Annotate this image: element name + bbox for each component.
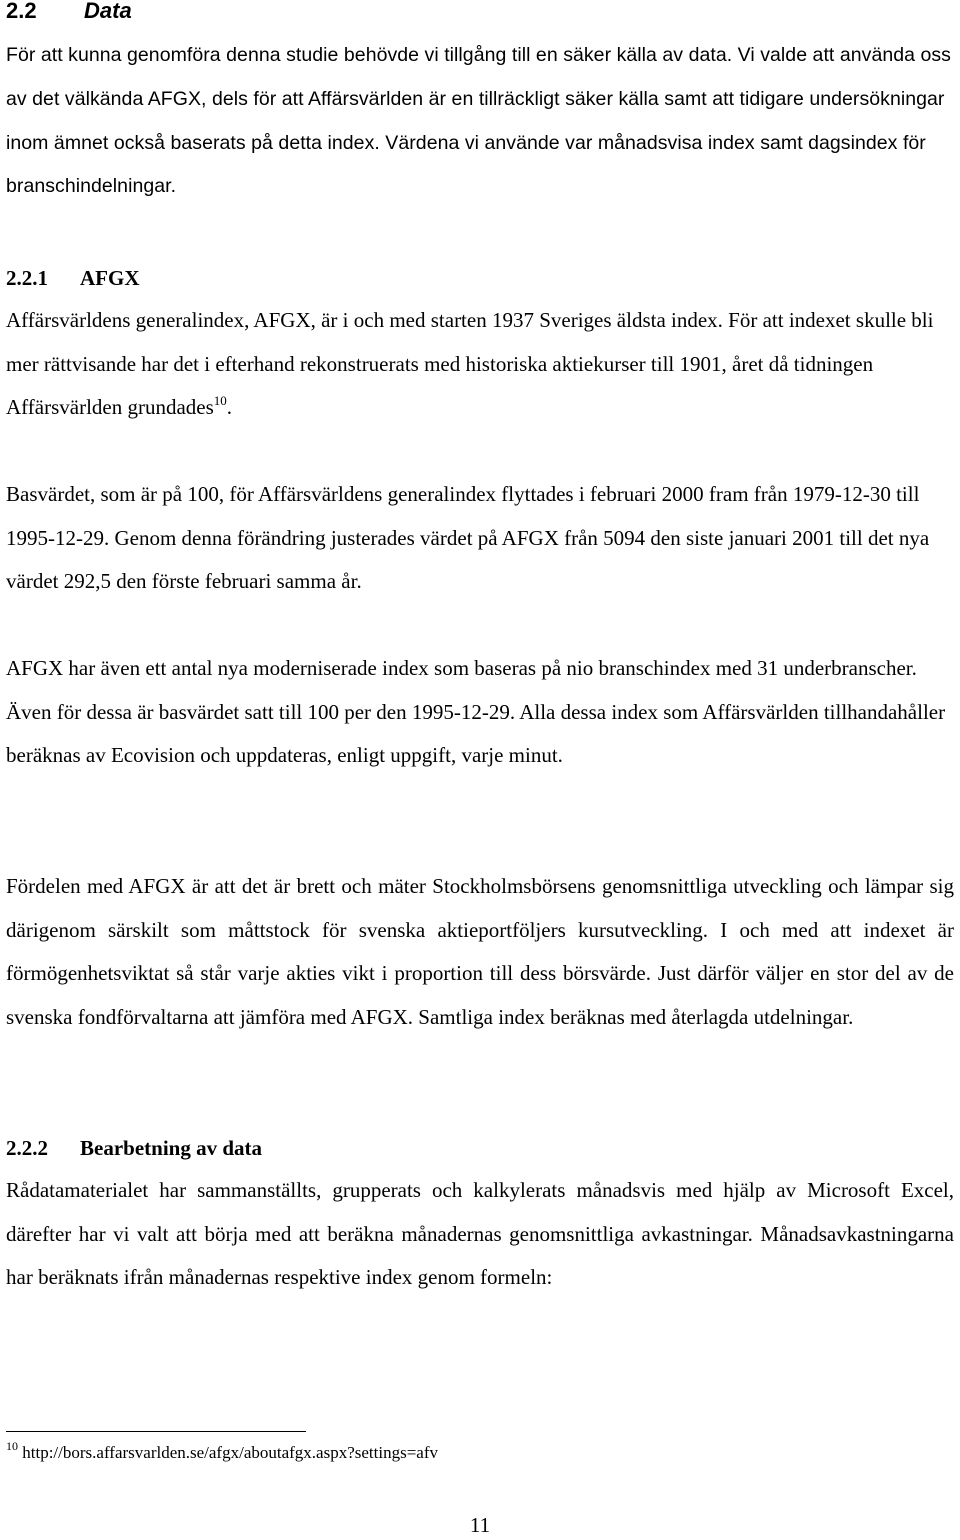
- subsection-number: 2.2.1: [6, 266, 48, 290]
- footnote: [6, 1441, 438, 1465]
- afgx-paragraph-1-text: Affärsvärldens generalindex, AFGX, är i och med starten 1937 Sveriges äldsta index. För att indexet skulle bli mer rättvisande har det i efterhand rekonstruerats med historiska aktiekurser till 1901, året då tidningen Affärsvärlden grundades: [6, 308, 934, 419]
- afgx-paragraph-3: AFGX har även ett antal nya moderniserade index som baseras på nio branschindex med 31 underbranscher. Även för dessa är basvärdet satt till 100 per den 1995-12-29. Alla dessa index som Affärsvärlden tillhandahåller beräknas av Ecovision och uppdateras, enligt uppgift, varje minut.: [6, 656, 946, 767]
- footnote-divider: [6, 1431, 306, 1432]
- section-heading: [6, 0, 132, 28]
- afgx-paragraph-1: [6, 299, 954, 430]
- subsection-title: AFGX: [80, 266, 140, 290]
- footnote-number: 10: [6, 1439, 18, 1453]
- subsection-heading-processing: [6, 1133, 262, 1163]
- afgx-paragraph-1-end: .: [226, 395, 233, 419]
- subsection-number: 2.2.2: [6, 1136, 48, 1160]
- footnote-reference: 10: [213, 393, 227, 408]
- section-intro-paragraph: För att kunna genomföra denna studie behövde vi tillgång till en säker källa av data. Vi valde att använda oss av det välkända AFGX, dels för att Affärsvärlden är en tillräckligt säker källa samt att tidigare undersökningar inom ämnet också baserats på detta index. Värdena vi använde var månadsvisa index samt dagsindex för branschindelningar.: [6, 44, 951, 198]
- afgx-paragraph-4: Fördelen med AFGX är att det är brett och mäter Stockholmsbörsens genomsnittliga utveckling och lämpar sig därigenom särskilt som måttstock för svenska aktieportföljers kursutveckling. I och med att indexet är förmögenhetsviktat så står varje akties vikt i proportion till dess börsvärde. Just därför väljer en stor del av de svenska fondförvaltarna att jämföra med AFGX. Samtliga index beräknas med återlagda utdelningar.: [6, 874, 954, 1029]
- section-number: 2.2: [6, 0, 37, 23]
- section-title: Data: [84, 0, 132, 23]
- processing-paragraph: Rådatamaterialet har sammanställts, grupperats och kalkylerats månadsvis med hjälp av Microsoft Excel, därefter har vi valt att börja med att beräkna månadernas genomsnittliga avkastningar. Månadsavkastningarna har beräknats ifrån månadernas respektive index genom formeln:: [6, 1178, 954, 1289]
- page-number: 11: [469, 1513, 491, 1537]
- subsection-heading-afgx: [6, 263, 140, 293]
- footnote-link[interactable]: http://bors.affarsvarlden.se/afgx/aboutafgx.aspx?settings=afv: [22, 1443, 438, 1462]
- subsection-title: Bearbetning av data: [80, 1136, 263, 1160]
- afgx-paragraph-2: Basvärdet, som är på 100, för Affärsvärldens generalindex flyttades i februari 2000 fram från 1979-12-30 till 1995-12-29. Genom denna förändring justerades värdet på AFGX från 5094 den siste januari 2001 till det nya värdet 292,5 den förste februari samma år.: [6, 482, 930, 593]
